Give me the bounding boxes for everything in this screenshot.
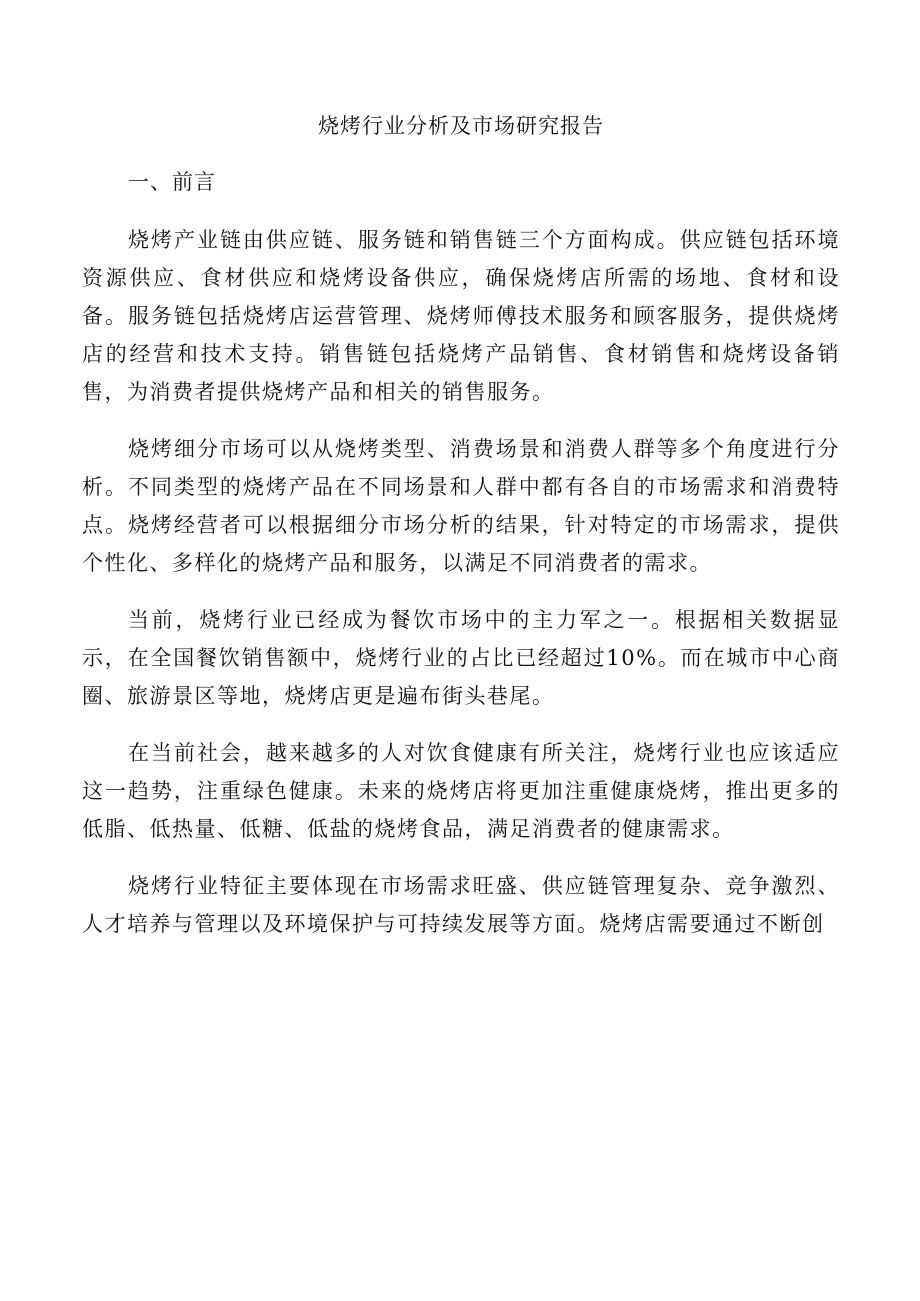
document-title: 烧烤行业分析及市场研究报告: [318, 114, 604, 138]
paragraph-industry-chain: 烧烤产业链由供应链、服务链和销售链三个方面构成。供应链包括环境资源供应、食材供应和烧烤设备供应，确保烧烤店所需的场地、食材和设备。服务链包括烧烤店运营管理、烧烤师傅技术服务和顾客服务，提供烧烤店的经营和技术支持。销售链包括烧烤产品销售、食材销售和烧烤设备销售，为消费者提供烧烤产品和相关的销售服务。: [82, 228, 840, 404]
paragraph-industry-features: 烧烤行业特征主要体现在市场需求旺盛、供应链管理复杂、竞争激烈、人才培养与管理以及环境保护与可持续发展等方面。烧烤店需要通过不断创: [82, 874, 840, 936]
paragraph-market-segments: 烧烤细分市场可以从烧烤类型、消费场景和消费人群等多个角度进行分析。不同类型的烧烤产品在不同场景和人群中都有各自的市场需求和消费特点。烧烤经营者可以根据细分市场分析的结果，针对特定的市场需求，提供个性化、多样化的烧烤产品和服务，以满足不同消费者的需求。: [82, 437, 840, 575]
document-page: [82, 108, 840, 962]
section-heading: 一、前言: [128, 170, 216, 194]
paragraph-health-trend: 在当前社会，越来越多的人对饮食健康有所关注，烧烤行业也应该适应这一趋势，注重绿色健康。未来的烧烤店将更加注重健康烧烤，推出更多的低脂、低热量、低糖、低盐的烧烤食品，满足消费者的健康需求。: [82, 741, 840, 841]
paragraph-current-status: 当前，烧烤行业已经成为餐饮市场中的主力军之一。根据相关数据显示，在全国餐饮销售额中，烧烤行业的占比已经超过10%。而在城市中心商圈、旅游景区等地，烧烤店更是遍布街头巷尾。: [82, 608, 840, 708]
